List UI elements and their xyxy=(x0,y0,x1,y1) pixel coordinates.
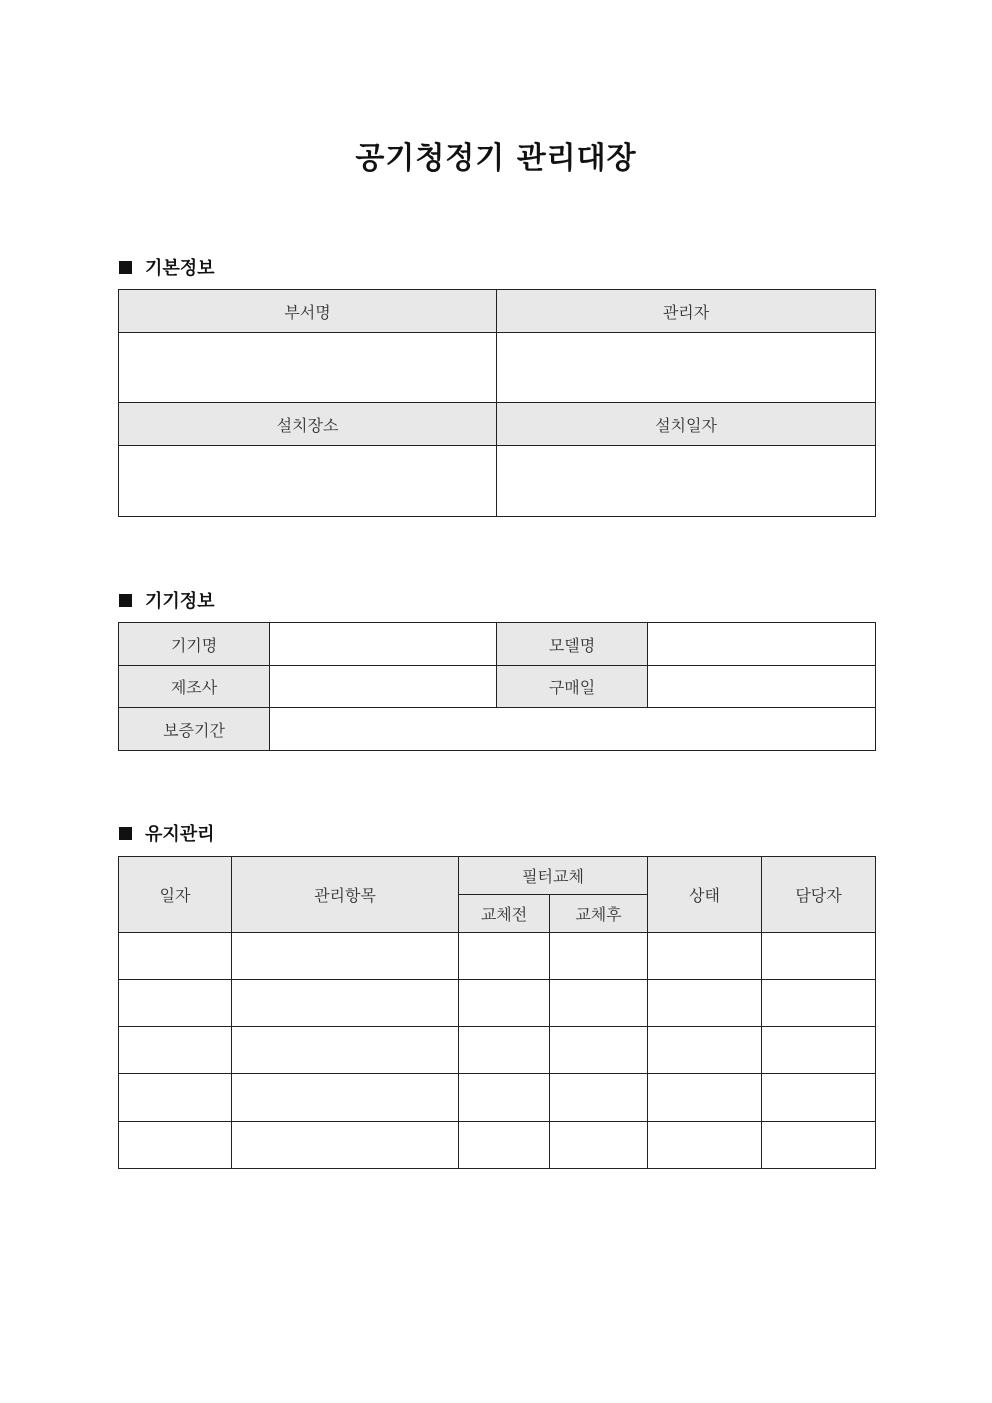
header-install-date: 설치일자 xyxy=(497,403,876,446)
after-cell[interactable] xyxy=(550,1027,648,1074)
manufacturer-field[interactable] xyxy=(270,666,497,708)
person-cell[interactable] xyxy=(762,1027,876,1074)
item-cell[interactable] xyxy=(232,1027,459,1074)
device-info-table xyxy=(118,622,876,751)
person-cell[interactable] xyxy=(762,1074,876,1122)
after-cell[interactable] xyxy=(550,933,648,980)
model-name-field[interactable] xyxy=(648,623,876,666)
status-cell[interactable] xyxy=(648,1122,762,1169)
basic-info-table xyxy=(118,289,876,517)
after-cell[interactable] xyxy=(550,1074,648,1122)
after-cell[interactable] xyxy=(550,980,648,1027)
maintenance-table xyxy=(118,856,876,1169)
square-bullet-icon xyxy=(119,261,132,274)
section-title: 유지관리 xyxy=(145,824,215,845)
department-field[interactable] xyxy=(119,333,497,403)
status-cell[interactable] xyxy=(648,933,762,980)
item-cell[interactable] xyxy=(232,933,459,980)
header-manager: 관리자 xyxy=(497,290,876,333)
warranty-field[interactable] xyxy=(270,708,876,751)
square-bullet-icon xyxy=(119,827,132,840)
before-cell[interactable] xyxy=(459,1074,550,1122)
device-name-field[interactable] xyxy=(270,623,497,666)
before-cell[interactable] xyxy=(459,980,550,1027)
label-model-name: 모델명 xyxy=(497,623,648,666)
item-cell[interactable] xyxy=(232,1122,459,1169)
section-heading-basic xyxy=(119,254,215,280)
section-heading-device xyxy=(119,587,215,613)
square-bullet-icon xyxy=(119,594,132,607)
col-person: 담당자 xyxy=(762,857,876,933)
table-row xyxy=(119,1122,876,1169)
col-status: 상태 xyxy=(648,857,762,933)
location-field[interactable] xyxy=(119,446,497,517)
status-cell[interactable] xyxy=(648,1074,762,1122)
header-location: 설치장소 xyxy=(119,403,497,446)
page-title: 공기청정기 관리대장 xyxy=(355,141,637,176)
col-item: 관리항목 xyxy=(232,857,459,933)
purchase-date-field[interactable] xyxy=(648,666,876,708)
manager-field[interactable] xyxy=(497,333,876,403)
date-cell[interactable] xyxy=(119,933,232,980)
header-department: 부서명 xyxy=(119,290,497,333)
col-filter: 필터교체 xyxy=(459,857,648,895)
date-cell[interactable] xyxy=(119,1027,232,1074)
status-cell[interactable] xyxy=(648,980,762,1027)
date-cell[interactable] xyxy=(119,980,232,1027)
table-row xyxy=(119,980,876,1027)
col-date: 일자 xyxy=(119,857,232,933)
section-title: 기기정보 xyxy=(145,591,215,612)
before-cell[interactable] xyxy=(459,1122,550,1169)
table-row xyxy=(119,933,876,980)
table-row xyxy=(119,1027,876,1074)
col-before: 교체전 xyxy=(459,895,550,933)
label-device-name: 기기명 xyxy=(119,623,270,666)
label-purchase-date: 구매일 xyxy=(497,666,648,708)
col-after: 교체후 xyxy=(550,895,648,933)
install-date-field[interactable] xyxy=(497,446,876,517)
section-heading-maintenance xyxy=(119,820,215,846)
before-cell[interactable] xyxy=(459,1027,550,1074)
section-title: 기본정보 xyxy=(145,258,215,279)
person-cell[interactable] xyxy=(762,1122,876,1169)
status-cell[interactable] xyxy=(648,1027,762,1074)
label-manufacturer: 제조사 xyxy=(119,666,270,708)
after-cell[interactable] xyxy=(550,1122,648,1169)
label-warranty: 보증기간 xyxy=(119,708,270,751)
date-cell[interactable] xyxy=(119,1122,232,1169)
table-row xyxy=(119,1074,876,1122)
item-cell[interactable] xyxy=(232,980,459,1027)
date-cell[interactable] xyxy=(119,1074,232,1122)
item-cell[interactable] xyxy=(232,1074,459,1122)
person-cell[interactable] xyxy=(762,933,876,980)
before-cell[interactable] xyxy=(459,933,550,980)
person-cell[interactable] xyxy=(762,980,876,1027)
